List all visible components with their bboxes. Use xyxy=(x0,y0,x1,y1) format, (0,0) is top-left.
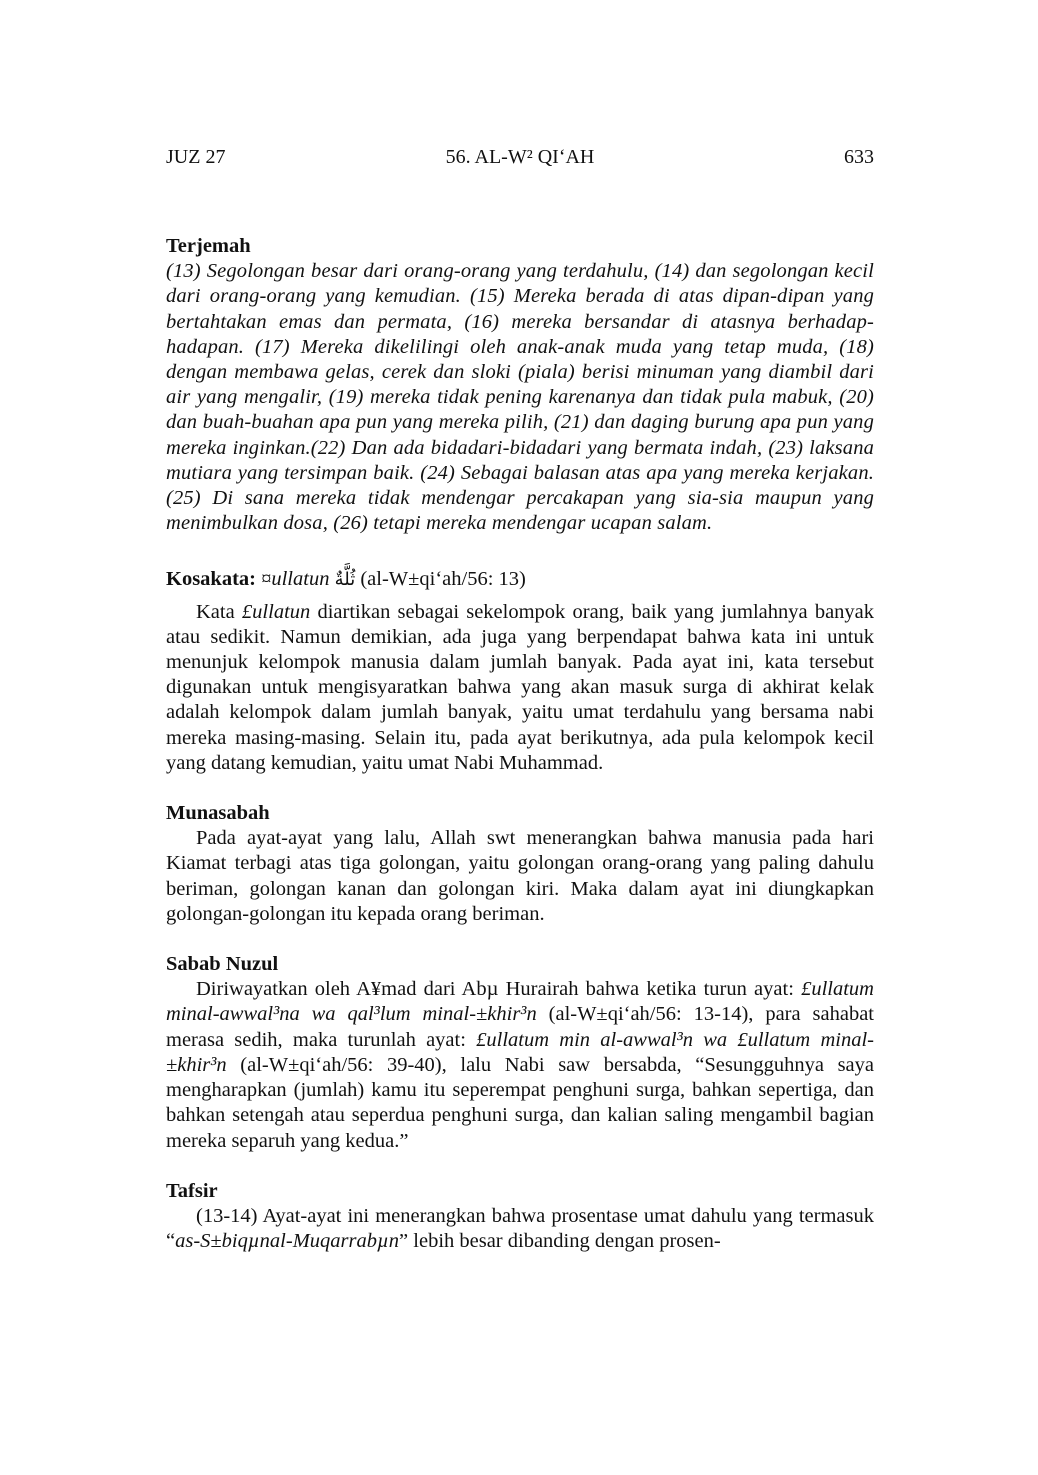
munasabah-paragraph: Pada ayat-ayat yang lalu, Allah swt menerangkan bahwa manusia pada hari Kiamat terbagi atas tiga golongan, yaitu golongan orang-orang yang paling dahulu beriman, golongan kanan dan golongan kiri. Maka dalam ayat ini diungkapkan golongan-golongan itu kepada orang beriman. xyxy=(166,827,874,925)
sabab-nuzul-paragraph xyxy=(166,977,874,1153)
sabab-text-3: (al-W±qi‘ah/56: 39-40), lalu Nabi saw bersabda, “Sesungguhnya saya mengharapkan (jumlah) kamu itu seperempat penghuni surga, bahkan sepertiga, dan bahkan setengah atau seperdua penghuni surga, dan kalian saling mengambil bagian mereka separuh yang kedua.” xyxy=(166,1053,875,1152)
kosakata-para-rest: diartikan sebagai sekelompok orang, baik yang jumlahnya banyak atau sedikit. Namun demikian, ada juga yang berpendapat bahwa kata ini untuk menunjuk kelompok manusia dalam jumlah banyak. Pada ayat ini, kata tersebut digunakan untuk mengisyaratkan bahwa yang akan masuk surga di akhirat kelak adalah kelompok dalam jumlah banyak, yaitu umat terdahulu yang bersama nabi mereka masing-masing. Selain itu, pada ayat berikutnya, ada pula kelompok kecil yang datang kemudian, yaitu umat Nabi Muhammad. xyxy=(166,600,875,774)
kosakata-term: ¤ullatun xyxy=(261,568,330,591)
kosakata-paragraph xyxy=(166,600,874,776)
surah-title: 56. AL-W² QI‘AH xyxy=(445,146,595,168)
kosakata-reference: (al-W±qi‘ah/56: 13) xyxy=(360,568,526,591)
juz-label: JUZ 27 xyxy=(166,146,226,168)
tafsir-text-1: (13-14) Ayat-ayat ini menerangkan bahwa prosentase umat dahulu yang termasuk “ xyxy=(166,1204,874,1253)
kosakata-para-start: Kata xyxy=(196,600,235,623)
kosakata-arabic: ثُلَّةٌ xyxy=(334,569,356,591)
kosakata-label: Kosakata: xyxy=(166,568,256,591)
sabab-text-2: (al-W±qi‘ah/56: 13-14), para sahabat merasa sedih, maka turunlah ayat: xyxy=(166,1003,875,1051)
sabab-nuzul-heading: Sabab Nuzul xyxy=(166,953,279,976)
kosakata-para-term: £ullatun xyxy=(241,600,311,623)
sabab-text-1: Diriwayatkan oleh A¥mad dari Abµ Hurairah bahwa ketika turun ayat: xyxy=(196,978,794,1001)
sabab-verse-1: £ullatum minal-awwal³na wa qal³lum minal-±khir³n xyxy=(166,978,874,1026)
tafsir-text-2: ” lebih besar dibanding dengan prosen- xyxy=(399,1230,721,1253)
running-header xyxy=(166,146,874,172)
terjemah-text: (13) Segolongan besar dari orang-orang yang terdahulu, (14) dan segolongan kecil dari orang-orang yang kemudian. (15) Mereka berada di atas dipan-dipan yang bertahtakan emas dan permata, (16) mereka bersandar di atasnya berhadap-hadapan. (17) Mereka dikelilingi oleh anak-anak muda yang tetap muda, (18) dengan membawa gelas, cerek dan sloki (piala) berisi minuman yang diambil dari air yang mengalir, (19) mereka tidak pening karenanya dan tidak pula mabuk, (20) dan buah-buahan apa pun yang mereka pilih, (21) dan daging burung apa pun yang mereka inginkan.(22) Dan ada bidadari-bidadari yang bermata indah, (23) laksana mutiara yang tersimpan baik. (24) Sebagai balasan atas apa yang mereka kerjakan. (25) Di sana mereka tidak mendengar percakapan yang sia-sia maupun yang menimbulkan dosa, (26) tetapi mereka mendengar ucapan salam. xyxy=(166,260,874,535)
tafsir-heading: Tafsir xyxy=(166,1179,218,1202)
page-content xyxy=(166,234,874,1254)
terjemah-heading: Terjemah xyxy=(166,235,251,257)
page-number: 633 xyxy=(844,146,874,168)
munasabah-heading: Munasabah xyxy=(166,802,270,825)
tafsir-term: as-S±biqµnal-Muqarrabµn xyxy=(175,1230,400,1253)
kosakata-heading xyxy=(166,567,874,592)
tafsir-paragraph xyxy=(166,1204,874,1254)
sabab-verse-2: £ullatum min al-awwal³n wa £ullatum minal-±khir³n xyxy=(166,1028,874,1076)
